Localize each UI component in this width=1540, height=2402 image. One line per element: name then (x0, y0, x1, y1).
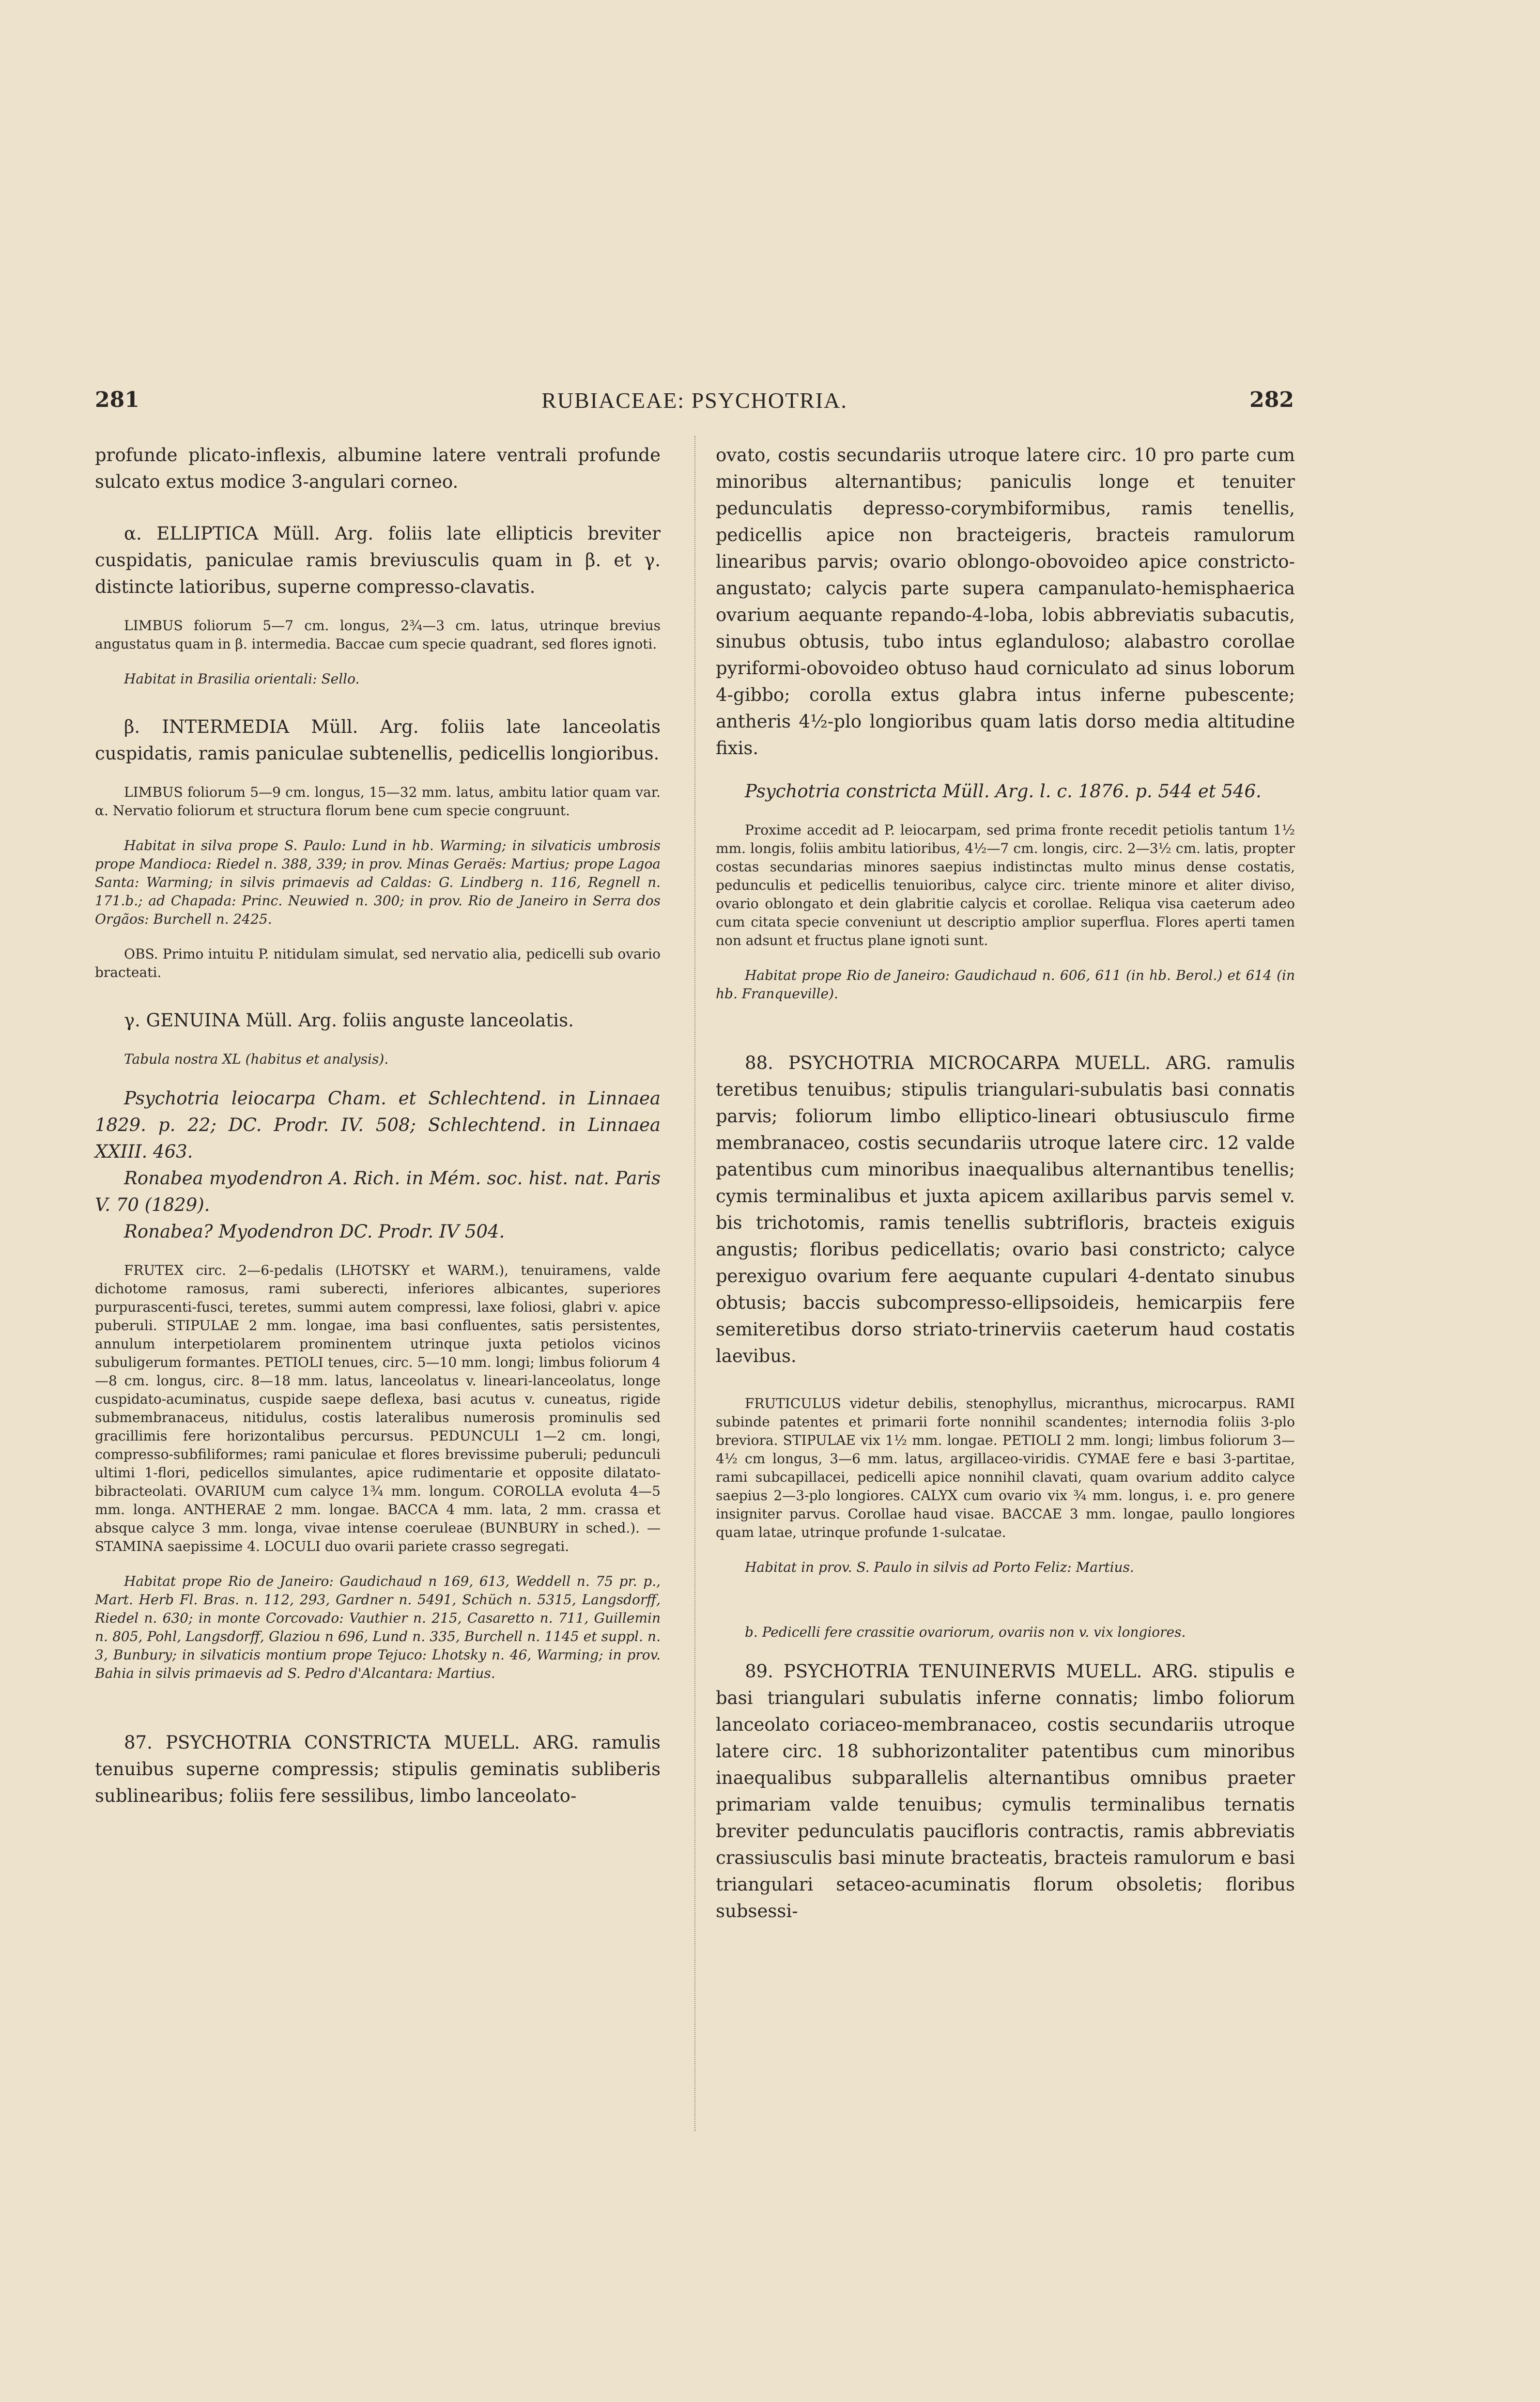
species-description: FRUTEX circ. 2—6-pedalis (LHOTSKY et WARM.), tenuiramens, valde dichotome ramosus, rami suberecti, inferiores albicantes, superiores purpurascenti-fusci, teretes, summi autem compressi, laxe foliosi, glabri v. apice puberuli. STIPULAE 2 mm. longae, ima basi confluentes, satis persistentes, annulum interpetiolarem prominentem utrinque juxta petiolos vicinos subuligerum formantes. PETIOLI tenues, circ. 5—10 mm. longi; limbus foliorum 4—8 cm. longus, circ. 8—18 mm. latus, lanceolatus v. lineari-lanceolatus, longe cuspidato-acuminatus, cuspide saepe deflexa, basi acutus v. cuneatus, rigide submembranaceus, nitidulus, costis lateralibus numerosis prominulis sed gracillimis fere horizontalibus percursus. PEDUNCULI 1—2 cm. longi, compresso-subfiliformes; rami paniculae et flores brevissime puberuli; pedunculi ultimi 1-flori, pedicellos simulantes, apice rudimentarie et opposite dilatato-bibracteolati. OVARIUM cum calyce 1¾ mm. longum. COROLLA evoluta 4—5 mm. longa. ANTHERAE 2 mm. longae. BACCA 4 mm. lata, 2 mm. crassa et absque calyce 3 mm. longa, vivae intense coeruleae (BUNBURY in sched.). — STAMINA saepissime 4. LOCULI duo ovarii pariete crasso segregati. (95, 1262, 661, 1554)
running-head (95, 387, 1294, 417)
right-column (716, 442, 1295, 1924)
species-88-description: FRUTICULUS videtur debilis, stenophyllus, micranthus, microcarpus. RAMI subinde patentes et primarii forte nonnihil scandentes; internodia foliis 3-plo breviora. STIPULAE vix 1½ mm. longae. PETIOLI 2 mm. longi; limbus foliorum 3—4½ cm longus, 3—6 mm. latus, argillaceo-viridis. CYMAE fere e basi 3-partitae, rami subcapillacei, pedicelli apice nonnihil clavati, quam ovarium addito calyce saepius 2—3-plo longiores. CALYX cum ovario vix ¾ mm. longus, i. e. pro genere insigniter parvus. Corollae haud visae. BACCAE 3 mm. longae, paullo longiores quam latae, utrinque profunde 1-sulcatae. (716, 1395, 1295, 1540)
variety-beta-diagnosis: β. INTERMEDIA Müll. Arg. foliis late lanceolatis cuspidatis, ramis paniculae subtenellis, pedicellis longioribus. (95, 716, 661, 764)
variety-beta-observation: OBS. Primo intuitu P. nitidulam simulat, sed nervatio alia, pedicelli sub ovario bracteati. (95, 946, 661, 980)
synonym-citation: Ronabea? Myodendron DC. Prodr. IV 504. (124, 1221, 505, 1242)
running-title: RUBIACEAE: PSYCHOTRIA. (541, 388, 847, 413)
paragraph: profunde plicato-inflexis, albumine latere ventrali profunde sulcato extus modice 3-angulari corneo. (95, 445, 661, 492)
variety-alpha-diagnosis: α. ELLIPTICA Müll. Arg. foliis late ellipticis breviter cuspidatis, paniculae ramis breviusculis quam in β. et γ. distincte latioribus, superne compresso-clavatis. (95, 523, 661, 597)
species-89-diagnosis: 89. PSYCHOTRIA TENUINERVIS MUELL. ARG. stipulis e basi triangulari subulatis inferne connatis; limbo foliorum lanceolato coriaceo-membranaceo, costis secundariis utroque latere circ. 18 subhorizontaliter patentibus cum minoribus inaequalibus subparallelis alternantibus omnibus praeter primariam valde tenuibus; cymulis terminalibus ternatis breviter pedunculatis paucifloris contractis, ramis abbreviatis crassiusculis basi minute bracteatis, bracteis ramulorum e basi triangulari setaceo-acuminatis florum obsoletis; floribus subsessi- (716, 1661, 1295, 1922)
left-column (95, 442, 661, 1809)
plate-reference: Tabula nostra XL (habitus et analysis). (124, 1051, 389, 1067)
species-87-habitat: Habitat prope Rio de Janeiro: Gaudichaud n. 606, 611 (in hb. Berol.) et 614 (in hb. Franqueville). (716, 967, 1295, 1002)
variety-gamma-diagnosis: γ. GENUINA Müll. Arg. foliis anguste lanceolatis. (124, 1010, 574, 1031)
species-88-diagnosis: 88. PSYCHOTRIA MICROCARPA MUELL. ARG. ramulis teretibus tenuibus; stipulis triangulari-subulatis basi connatis parvis; foliorum limbo elliptico-lineari obtusiusculo firme membranaceo, costis secundariis utroque latere circ. 12 valde patentibus cum minoribus inaequalibus alternantibus tenellis; cymis terminalibus et juxta apicem axillaribus parvis semel v. bis trichotomis, ramis tenellis subtrifloris, bracteis exiguis angustis; floribus pedicellatis; ovario basi constricto; calyce perexiguo ovarium fere aequante cupulari 4-dentato sinubus obtusis; baccis subcompresso-ellipsoideis, hemicarpiis fere semiteretibus dorso striato-trinerviis caeterum haud costatis laevibus. (716, 1053, 1295, 1366)
paragraph: ovato, costis secundariis utroque latere circ. 10 pro parte cum minoribus alternantibus; paniculis longe et tenuiter pedunculatis depresso-corymbiformibus, ramis tenellis, pedicellis apice non bracteigeris, bracteis ramulorum linearibus parvis; ovario oblongo-obovoideo apice constricto-angustato; calycis parte supera campanulato-hemisphaerica ovarium aequante repando-4-loba, lobis abbreviatis subacutis, sinubus obtusis, tubo intus eglanduloso; alabastro corollae pyriformi-obovoideo obtuso haud corniculato ad sinus loborum 4-gibbo; corolla extus glabra intus inferne pubescente; antheris 4½-plo longioribus quam latis dorso media altitudine fixis. (716, 445, 1295, 759)
synonym-citation: Psychotria leiocarpa Cham. et Schlechtend. in Linnaea 1829. p. 22; DC. Prodr. IV. 508; Schlechtend. in Linnaea XXIII. 463. (95, 1088, 661, 1162)
synonym-citation: Psychotria constricta Müll. Arg. l. c. 1876. p. 544 et 546. (745, 781, 1262, 802)
species-habitat: Habitat prope Rio de Janeiro: Gaudichaud n 169, 613, Weddell n. 75 pr. p., Mart. Herb Fl. Bras. n. 112, 293, Gardner n. 5491, Schüch n. 5315, Langsdorff, Riedel n. 630; in monte Corcovado: Vauthier n. 215, Casaretto n. 711, Guillemin n. 805, Pohl, Langsdorff, Glaziou n 696, Lund n. 335, Burchell n. 1145 et suppl. n. 3, Bunbury; in silvaticis montium prope Tejuco: Lhotsky n. 46, Warming; in prov. Bahia in silvis primaevis ad S. Pedro d'Alcantara: Martius. (95, 1573, 661, 1681)
species-87-diagnosis: 87. PSYCHOTRIA CONSTRICTA MUELL. ARG. ramulis tenuibus superne compressis; stipulis geminatis subliberis sublinearibus; foliis fere sessilibus, limbo lanceolato- (95, 1732, 661, 1806)
species-87-notes: Proxime accedit ad P. leiocarpam, sed prima fronte recedit petiolis tantum 1½ mm. longis, foliis ambitu latioribus, 4½—7 cm. longis, circ. 2—3½ cm. latis, propter costas secundarias minores saepius indistinctas multo minus dense costatis, pedunculis et pedicellis tenuioribus, calyce circ. triente minore et aliter diviso, ovario oblongato et dein glabritie calycis et corollae. Reliqua visa caeterum adeo cum citata specie conveniunt ut descriptio amplior superflua. Flores aperti tamen non adsunt et fructus plane ignoti sunt. (716, 822, 1295, 948)
column-divider (694, 436, 695, 2131)
variety-alpha-habitat: Habitat in Brasilia orientali: Sello. (124, 671, 360, 687)
synonym-citation: Ronabea myodendron A. Rich. in Mém. soc. hist. nat. Paris V. 70 (1829). (95, 1168, 661, 1215)
species-88-habitat: Habitat in prov. S. Paulo in silvis ad Porto Feliz: Martius. (745, 1559, 1134, 1575)
section-heading: b. Pedicelli fere crassitie ovariorum, ovariis non v. vix longiores. (745, 1624, 1186, 1640)
variety-alpha-description: LIMBUS foliorum 5—7 cm. longus, 2¾—3 cm. latus, utrinque brevius angustatus quam in β. intermedia. Baccae cum specie quadrant, sed flores ignoti. (95, 618, 661, 652)
variety-beta-habitat: Habitat in silva prope S. Paulo: Lund in hb. Warming; in silvaticis umbrosis prope Mandioca: Riedel n. 388, 339; in prov. Minas Geraës: Martius; prope Lagoa Santa: Warming; in silvis primaevis ad Caldas: G. Lindberg n. 116, Regnell n. 171.b.; ad Chapada: Princ. Neuwied n. 300; in prov. Rio de Janeiro in Serra dos Orgãos: Burchell n. 2425. (95, 837, 661, 927)
variety-beta-description: LIMBUS foliorum 5—9 cm. longus, 15—32 mm. latus, ambitu latior quam var. α. Nervatio foliorum et structura florum bene cum specie congruunt. (95, 784, 661, 819)
page-number-right: 282 (1249, 387, 1294, 412)
page-number-left: 281 (95, 387, 139, 412)
